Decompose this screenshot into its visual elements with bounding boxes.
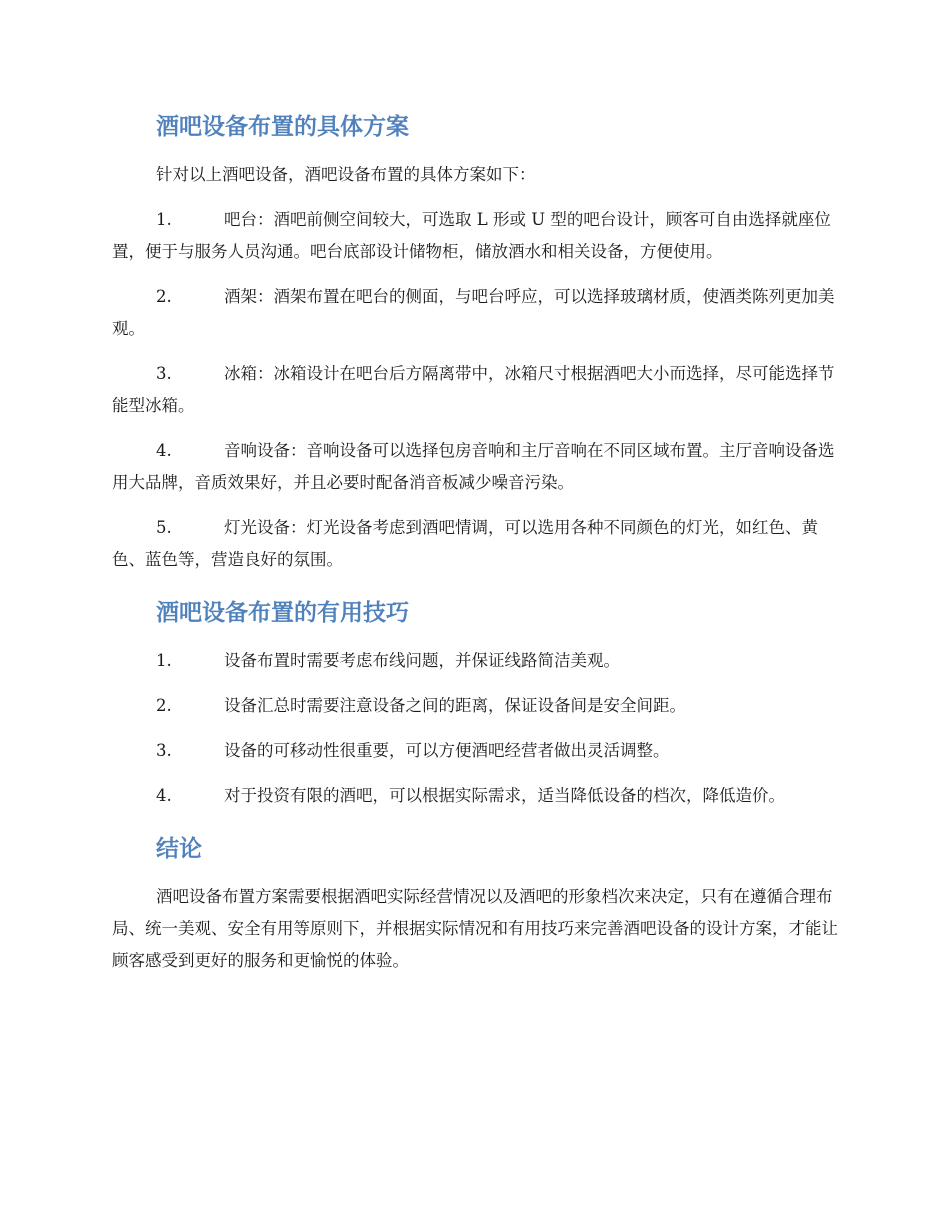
list-item <box>112 645 838 677</box>
section-heading-plan: 酒吧设备布置的具体方案 <box>156 114 409 140</box>
list-number: 3. <box>156 364 172 383</box>
list-number: 5. <box>156 518 172 537</box>
list-number: 4. <box>156 786 172 805</box>
list-text: 音响设备：音响设备可以选择包房音响和主厅音响在不同区域布置。主厅音响设备选用大品牌，音质效果好，并且必要时配备消音板减少噪音污染。 <box>112 441 835 492</box>
list-item <box>112 780 838 812</box>
list-text: 灯光设备：灯光设备考虑到酒吧情调，可以选用各种不同颜色的灯光，如红色、黄色、蓝色等，营造良好的氛围。 <box>112 518 818 569</box>
list-item <box>112 435 838 499</box>
list-text: 冰箱：冰箱设计在吧台后方隔离带中，冰箱尺寸根据酒吧大小而选择，尽可能选择节能型冰箱。 <box>112 364 835 415</box>
list-text: 设备汇总时需要注意设备之间的距离，保证设备间是安全间距。 <box>224 696 686 715</box>
list-item <box>112 358 838 422</box>
list-number: 1. <box>156 651 172 670</box>
conclusion-paragraph: 酒吧设备布置方案需要根据酒吧实际经营情况以及酒吧的形象档次来决定，只有在遵循合理布局、统一美观、安全有用等原则下，并根据实际情况和有用技巧来完善酒吧设备的设计方案，才能让顾客感受到更好的服务和更愉悦的体验。 <box>112 887 838 970</box>
list-text: 吧台：酒吧前侧空间较大，可选取 L 形或 U 型的吧台设计，顾客可自由选择就座位置，便于与服务人员沟通。吧台底部设计储物柜，储放酒水和相关设备，方便使用。 <box>112 210 831 261</box>
section-heading-conclusion: 结论 <box>156 836 202 862</box>
list-number: 2. <box>156 287 172 306</box>
section-heading-tips: 酒吧设备布置的有用技巧 <box>156 600 409 626</box>
list-text: 酒架：酒架布置在吧台的侧面，与吧台呼应，可以选择玻璃材质，使酒类陈列更加美观。 <box>112 287 835 338</box>
list-number: 1. <box>156 210 172 229</box>
list-number: 2. <box>156 696 172 715</box>
list-text: 设备布置时需要考虑布线问题，并保证线路简洁美观。 <box>224 651 620 670</box>
list-number: 4. <box>156 441 172 460</box>
list-item <box>112 735 838 767</box>
list-number: 3. <box>156 741 172 760</box>
list-text: 对于投资有限的酒吧，可以根据实际需求，适当降低设备的档次，降低造价。 <box>224 786 785 805</box>
section-intro: 针对以上酒吧设备，酒吧设备布置的具体方案如下： <box>156 165 536 184</box>
list-text: 设备的可移动性很重要，可以方便酒吧经营者做出灵活调整。 <box>224 741 670 760</box>
list-item <box>112 512 838 576</box>
list-item <box>112 281 838 345</box>
list-item <box>112 204 838 268</box>
list-item <box>112 690 838 722</box>
